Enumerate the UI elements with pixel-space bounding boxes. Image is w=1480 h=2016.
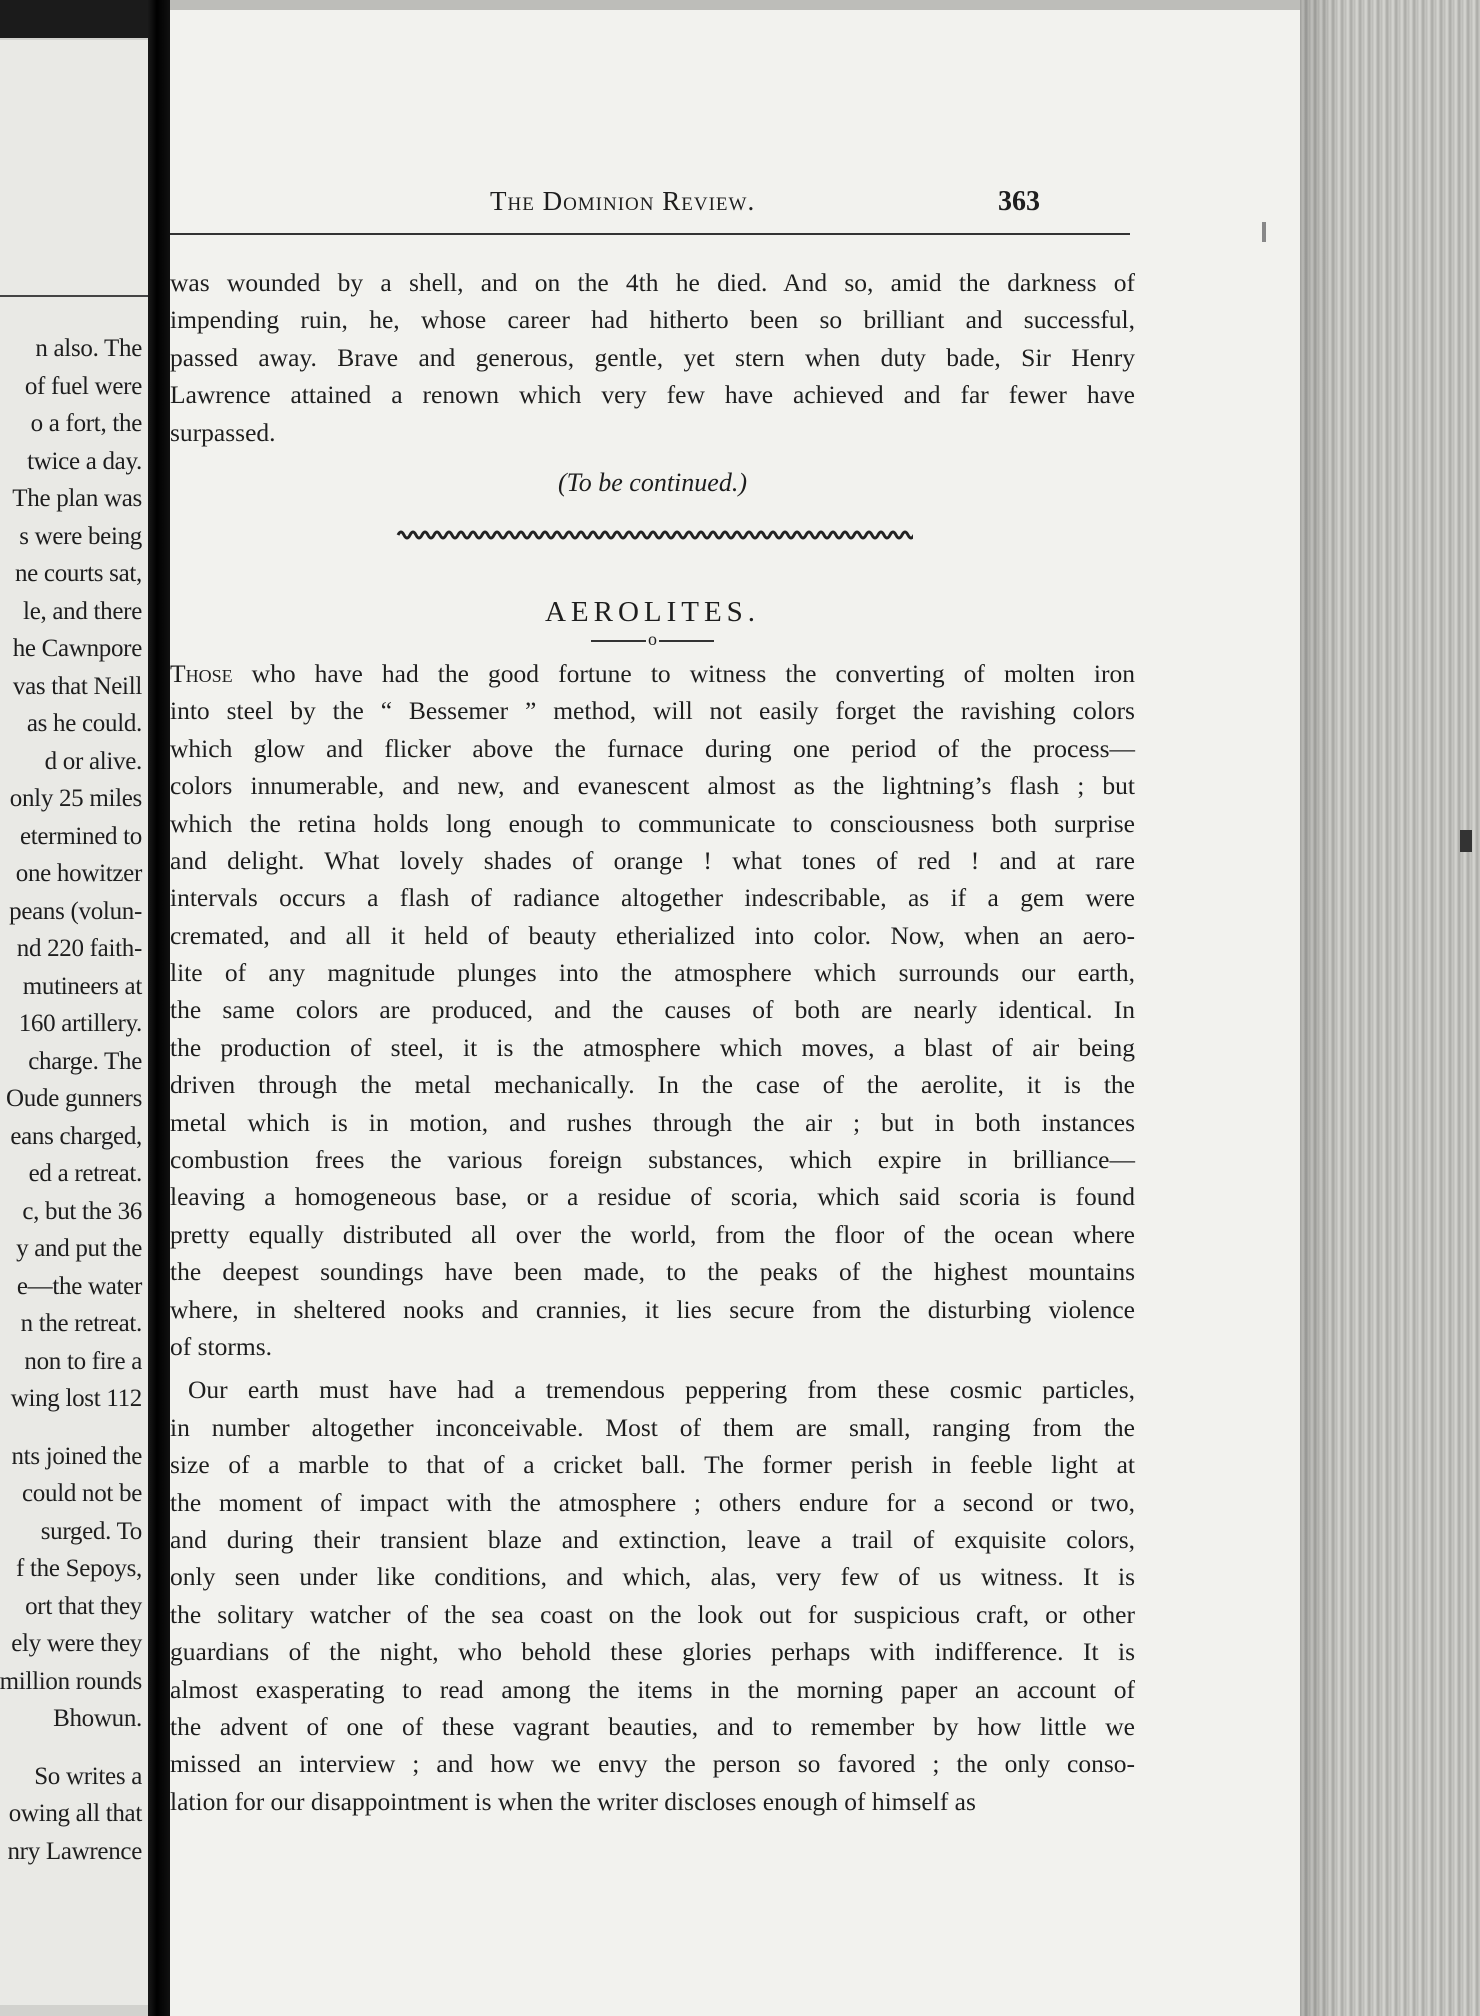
text-line: passed away. Brave and generous, gentle, yet stern when duty bade, Sir Henry (170, 342, 1135, 372)
article-title: AEROLITES. (544, 595, 761, 628)
previous-page-line: ely were they (11, 1630, 142, 1657)
previous-page-line: o a fort, the (30, 410, 142, 437)
previous-page-line: wing lost 112 (10, 1385, 142, 1412)
lead-word: Those (170, 658, 252, 688)
text-line: lation for our disappointment is when the writer discloses enough of himself as (170, 1786, 976, 1816)
text-line: which the retina holds long enough to communicate to consciousness both surprise (170, 808, 1135, 838)
previous-page-line: surged. To (40, 1517, 142, 1545)
wavy-divider (393, 527, 913, 543)
previous-page-line: he Cawnpore (12, 635, 142, 662)
running-header (170, 186, 1170, 226)
previous-page-line: d or alive. (44, 747, 142, 775)
continuation-paragraph (170, 264, 1135, 451)
previous-page-line: etermined to (19, 822, 142, 850)
title-ornament (170, 629, 1135, 655)
text-line: the advent of one of these vagrant beauties, and to remember by how little we (170, 1711, 1135, 1741)
book-gutter (148, 0, 170, 2016)
previous-page-line: of fuel were (24, 372, 142, 400)
previous-page-line: nts joined the (11, 1442, 142, 1470)
previous-page-line: n the retreat. (20, 1310, 142, 1337)
running-title: The Dominion Review. (490, 186, 756, 216)
previous-page-line: nry Lawrence (7, 1837, 142, 1865)
text-line: missed an interview ; and how we envy the person so favored ; the only conso- (170, 1749, 1135, 1779)
previous-page-line: eans charged, (10, 1122, 142, 1150)
previous-page-line: non to fire a (24, 1347, 142, 1375)
text-line: Our earth must have had a tremendous peppering from these cosmic particles, (188, 1375, 1135, 1405)
previous-page-line: mutineers at (22, 972, 142, 1000)
previous-page-line: ed a retreat. (28, 1160, 142, 1187)
text-line: impending ruin, he, whose career had hitherto been so brilliant and successful, (170, 305, 1135, 335)
text-line: which glow and flicker above the furnace during one period of the process— (170, 733, 1135, 763)
text-line: was wounded by a shell, and on the 4th he died. And so, amid the darkness of (170, 268, 1135, 297)
line-text: who have had the good fortune to witness the converting of molten iron (251, 658, 1135, 688)
text-line: colors innumerable, and new, and evanescent almost as the lightning’s flash ; but (170, 771, 1135, 801)
text-line: and delight. What lovely shades of orange ! what tones of red ! and at rare (170, 845, 1135, 875)
header-rule (170, 233, 1130, 235)
previous-page-line: e—the water (16, 1272, 142, 1300)
previous-page-line: ne courts sat, (14, 560, 142, 587)
edge-mark (1460, 830, 1472, 852)
text-line: pretty equally distributed all over the world, from the floor of the ocean where (170, 1219, 1135, 1249)
text-line: almost exasperating to read among the items in the morning paper an account of (170, 1674, 1135, 1704)
text-line: the deepest soundings have been made, to the peaks of the highest mountains (170, 1257, 1135, 1287)
body-text (170, 264, 1135, 1820)
article-paragraph-1 (170, 655, 1135, 1365)
page-number: 363 (998, 186, 1040, 217)
previous-page-line: f the Sepoys, (16, 1555, 142, 1582)
text-line: driven through the metal mechanically. In the case of the aerolite, it is the (170, 1070, 1135, 1100)
previous-page-line: 160 artillery. (18, 1010, 142, 1037)
previous-page-line: nd 220 faith- (16, 935, 142, 962)
previous-page-text (0, 330, 142, 1870)
previous-page-line: charge. The (28, 1047, 142, 1075)
previous-page-line: Oude gunners (6, 1085, 142, 1112)
text-line: lite of any magnitude plunges into the atmosphere which surrounds our earth, (170, 958, 1135, 988)
text-line: cremated, and all it held of beauty etherialized into color. Now, when an aero- (170, 920, 1135, 950)
text-line: metal which is in motion, and rushes through the air ; but in both instances (170, 1107, 1135, 1137)
text-line: the moment of impact with the atmosphere ; others endure for a second or two, (170, 1487, 1135, 1517)
previous-page-line: s were being (19, 522, 142, 550)
previous-page-rule (0, 295, 150, 297)
text-line: guardians of the night, who behold these glories perhaps with indifference. It is (170, 1637, 1135, 1667)
text-line: surpassed. (170, 417, 276, 447)
text-line: leaving a homogeneous base, or a residue of scoria, which said scoria is found (170, 1182, 1135, 1212)
previous-page-line: one howitzer (15, 860, 142, 887)
text-line (170, 655, 1135, 692)
text-line: combustion frees the various foreign substances, which expire in brilliance— (170, 1145, 1135, 1175)
text-line: the same colors are produced, and the causes of both are nearly identical. In (170, 995, 1135, 1025)
ornament-mark: o (648, 628, 657, 649)
previous-page-line: le, and there (23, 597, 142, 625)
text-line: and during their transient blaze and extinction, leave a trail of exquisite colors, (170, 1524, 1135, 1554)
previous-page-line: only 25 miles (9, 785, 142, 812)
text-line: the solitary watcher of the sea coast on the look out for suspicious craft, or other (170, 1599, 1135, 1629)
previous-page-line: as he could. (26, 710, 142, 737)
text-line: Lawrence attained a renown which very few have achieved and far fewer have (170, 380, 1135, 410)
previous-page-line: n also. The (35, 335, 142, 362)
text-line: where, in sheltered nooks and crannies, it lies secure from the disturbing violence (170, 1294, 1135, 1324)
page-edge-shadow (1300, 0, 1340, 2016)
text-line: size of a marble to that of a cricket ball. The former perish in feeble light at (170, 1450, 1135, 1480)
text-line: the production of steel, it is the atmosphere which moves, a blast of air being (170, 1032, 1135, 1062)
ornament-dash-right (659, 640, 714, 642)
text-line: in number altogether inconceivable. Most of them are small, ranging from the (170, 1412, 1135, 1442)
previous-page-line: ort that they (25, 1592, 142, 1620)
article-paragraph-2 (170, 1371, 1135, 1820)
previous-page-line: twice a day. (27, 447, 142, 475)
margin-mark (1262, 222, 1266, 242)
to-be-continued: (To be continued.) (558, 467, 747, 497)
previous-page-line: Bhowun. (53, 1705, 142, 1732)
text-line: only seen under like conditions, and which, alas, very few of us witness. It is (170, 1562, 1135, 1592)
previous-page-line: vas that Neill (12, 672, 142, 700)
text-line: into steel by the “ Bessemer ” method, will not easily forget the ravishing colors (170, 696, 1135, 726)
previous-page-line: c, but the 36 (22, 1197, 142, 1225)
text-line: intervals occurs a flash of radiance altogether indescribable, as if a gem were (170, 883, 1135, 913)
previous-page-line: owing all that (8, 1800, 142, 1827)
previous-page-line: peans (volun- (9, 897, 142, 925)
previous-page (0, 40, 150, 2005)
previous-page-line: y and put the (16, 1235, 142, 1262)
text-line: of storms. (170, 1331, 272, 1361)
previous-page-line: The plan was (12, 485, 142, 512)
previous-page-line: million rounds (0, 1667, 142, 1695)
previous-page-line: So writes a (34, 1762, 142, 1790)
previous-page-line: could not be (22, 1480, 142, 1507)
ornament-dash-left (591, 640, 646, 642)
